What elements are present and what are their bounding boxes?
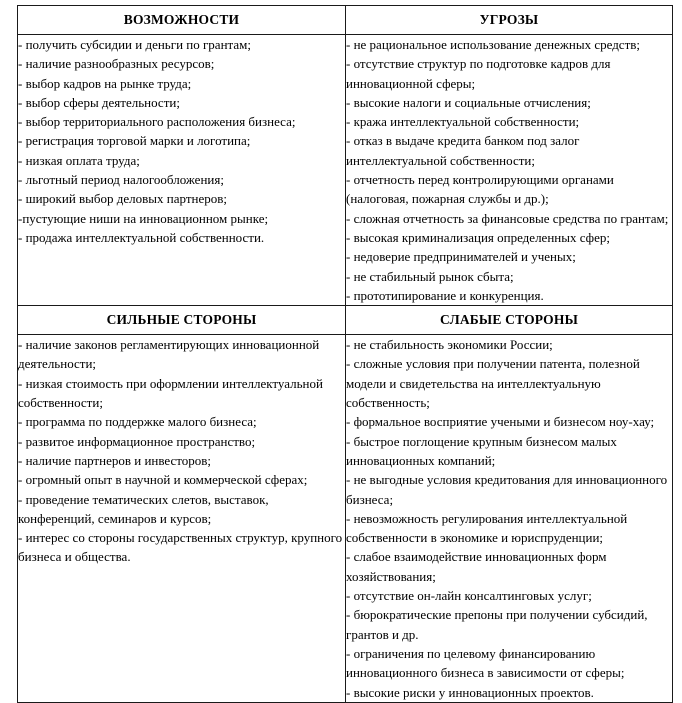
weaknesses-header-title: СЛАБЫЕ СТОРОНЫ xyxy=(439,312,579,328)
list-item: - отчетность перед контролирующими органами (налоговая, пожарная службы и др.); xyxy=(346,172,614,207)
threats-header-title: УГРОЗЫ xyxy=(479,12,539,27)
list-item: - бюрократические препоны при получении субсидий, грантов и др. xyxy=(346,607,648,642)
list-item: - отсутствие он-лайн консалтинговых услуг; xyxy=(346,588,592,604)
strengths-header-title: СИЛЬНЫЕ СТОРОНЫ xyxy=(106,312,257,328)
list-item: - высокие риски у инновационных проектов. xyxy=(346,684,594,700)
opportunities-list xyxy=(18,35,345,247)
list-item: - высокие налоги и социальные отчисления; xyxy=(346,94,591,110)
header-cell-opportunities xyxy=(18,6,346,35)
threats-list xyxy=(346,35,672,305)
list-item: - программа по поддержке малого бизнеса; xyxy=(18,414,257,430)
strengths-list xyxy=(18,335,345,567)
list-item: - сложные условия при получении патента, полезной модели и свидетельства на интеллектуальную собственность; xyxy=(346,356,640,411)
list-item: - низкая оплата труда; xyxy=(18,152,140,168)
list-item: - наличие партнеров и инвесторов; xyxy=(18,452,212,468)
list-item: - сложная отчетность за финансовые средства по грантам; xyxy=(346,210,669,226)
body-cell-weaknesses xyxy=(346,335,673,703)
list-item: - огромный опыт в научной и коммерческой сферах; xyxy=(18,472,308,488)
body-cell-threats xyxy=(346,35,673,306)
swot-table xyxy=(17,5,673,703)
list-item: - проведение тематических слетов, выставок, конференций, семинаров и курсов; xyxy=(18,491,269,526)
body-cell-strengths xyxy=(18,335,346,703)
list-item: - льготный период налогообложения; xyxy=(18,172,224,188)
header-row-strengths-weaknesses xyxy=(18,306,673,335)
list-item: - выбор сферы деятельности; xyxy=(18,94,180,110)
list-item: - не стабильный рынок сбыта; xyxy=(346,268,514,284)
list-item: - не рациональное использование денежных средств; xyxy=(346,37,641,52)
opportunities-header-title: ВОЗМОЖНОСТИ xyxy=(123,12,240,27)
list-item: - отсутствие структур по подготовке кадров для инновационной сферы; xyxy=(346,56,611,91)
list-item: - широкий выбор деловых партнеров; xyxy=(18,191,227,207)
list-item: - интерес со стороны государственных структур, крупного бизнеса и общества. xyxy=(18,530,343,565)
list-item: - низкая стоимость при оформлении интеллектуальной собственности; xyxy=(18,375,323,411)
list-item: - отказ в выдаче кредита банком под залог интеллектуальной собственности; xyxy=(346,133,580,168)
list-item: - наличие разнообразных ресурсов; xyxy=(18,56,215,72)
header-cell-weaknesses xyxy=(346,306,673,335)
list-item: - слабое взаимодействие инновационных форм хозяйствования; xyxy=(346,549,607,584)
list-item: - не выгодные условия кредитования для инновационного бизнеса; xyxy=(346,472,668,507)
list-item: - прототипирование и конкуренция. xyxy=(346,287,544,303)
header-row-opportunities-threats xyxy=(18,6,673,35)
list-item: - быстрое поглощение крупным бизнесом малых инновационных компаний; xyxy=(346,433,617,468)
list-item: - выбор территориального расположения бизнеса; xyxy=(18,114,296,130)
list-item: - высокая криминализация определенных сфер; xyxy=(346,229,610,245)
list-item: - ограничения по целевому финансированию инновационного бизнеса в зависимости от сферы; xyxy=(346,645,625,681)
list-item: -пустующие ниши на инновационном рынке; xyxy=(18,210,269,226)
list-item: - получить субсидии и деньги по грантам; xyxy=(18,37,251,52)
header-cell-threats xyxy=(346,6,673,35)
list-item: - кража интеллектуальной собственности; xyxy=(346,114,580,130)
list-item: - невозможность регулирования интеллектуальной собственности в экономике и юриспруденции; xyxy=(346,510,628,546)
body-cell-opportunities xyxy=(18,35,346,306)
list-item: - недоверие предпринимателей и ученых; xyxy=(346,249,576,265)
body-row-opportunities-threats xyxy=(18,35,673,306)
list-item: - продажа интеллектуальной собственности. xyxy=(18,229,265,245)
weaknesses-list xyxy=(346,335,672,702)
body-row-strengths-weaknesses xyxy=(18,335,673,703)
list-item: - формальное восприятие учеными и бизнесом ноу-хау; xyxy=(346,414,655,430)
list-item: - наличие законов регламентирующих инновационной деятельности; xyxy=(18,337,320,372)
list-item: - развитое информационное пространство; xyxy=(18,433,256,449)
header-cell-strengths xyxy=(18,306,346,335)
list-item: - выбор кадров на рынке труда; xyxy=(18,75,192,91)
list-item: - не стабильность экономики России; xyxy=(346,337,553,353)
list-item: - регистрация торговой марки и логотипа; xyxy=(18,133,251,149)
